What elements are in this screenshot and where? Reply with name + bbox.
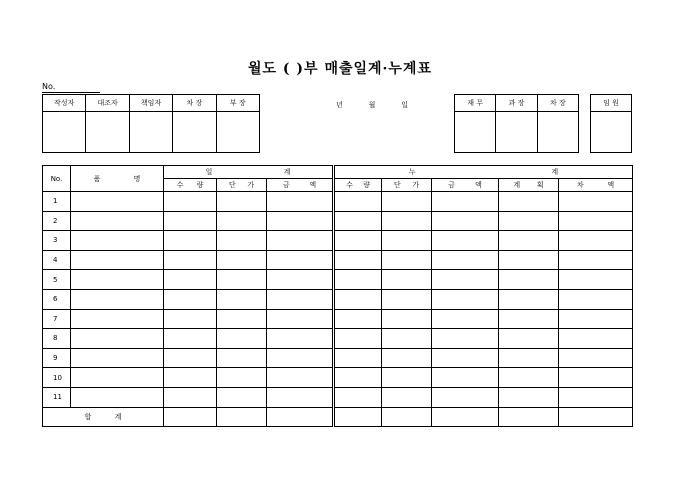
data-cell[interactable] <box>267 348 334 368</box>
total-cell[interactable] <box>432 407 499 427</box>
data-cell[interactable] <box>164 329 217 349</box>
data-cell[interactable] <box>432 192 499 212</box>
data-cell[interactable] <box>217 270 267 290</box>
total-cell[interactable] <box>559 407 633 427</box>
data-cell[interactable] <box>334 348 382 368</box>
table-row <box>43 289 633 309</box>
data-cell[interactable] <box>382 270 432 290</box>
data-cell[interactable] <box>267 368 334 388</box>
data-cell[interactable] <box>432 348 499 368</box>
data-cell[interactable] <box>559 250 633 270</box>
sign-box[interactable] <box>129 112 172 153</box>
data-cell[interactable] <box>559 348 633 368</box>
data-cell[interactable] <box>217 211 267 231</box>
data-cell[interactable] <box>432 368 499 388</box>
amount-cumulative-header: 금 액 <box>432 179 499 192</box>
data-cell[interactable] <box>71 250 164 270</box>
row-number: 6 <box>43 289 71 309</box>
data-cell[interactable] <box>217 348 267 368</box>
data-cell[interactable] <box>559 270 633 290</box>
data-cell[interactable] <box>382 250 432 270</box>
data-cell[interactable] <box>267 387 334 407</box>
data-cell[interactable] <box>334 329 382 349</box>
data-cell[interactable] <box>382 211 432 231</box>
data-cell[interactable] <box>71 231 164 251</box>
row-number: 2 <box>43 211 71 231</box>
sign-box[interactable] <box>537 112 578 153</box>
plan-header: 계 획 <box>499 179 559 192</box>
total-cell[interactable] <box>217 407 267 427</box>
total-cell[interactable] <box>164 407 217 427</box>
row-number: 9 <box>43 348 71 368</box>
data-cell[interactable] <box>267 329 334 349</box>
data-cell[interactable] <box>71 309 164 329</box>
data-cell[interactable] <box>499 211 559 231</box>
data-cell[interactable] <box>267 309 334 329</box>
data-cell[interactable] <box>432 309 499 329</box>
table-row <box>43 309 633 329</box>
data-cell[interactable] <box>432 387 499 407</box>
total-cell[interactable] <box>267 407 334 427</box>
item-header: 품 명 <box>71 166 164 192</box>
data-cell[interactable] <box>432 270 499 290</box>
table-row <box>43 231 633 251</box>
sign-box[interactable] <box>496 112 537 153</box>
data-cell[interactable] <box>267 270 334 290</box>
row-number: 3 <box>43 231 71 251</box>
data-cell[interactable] <box>71 387 164 407</box>
data-cell[interactable] <box>217 192 267 212</box>
approver-executive: 임 원 <box>591 95 632 112</box>
data-cell[interactable] <box>334 211 382 231</box>
row-number: 8 <box>43 329 71 349</box>
data-cell[interactable] <box>559 289 633 309</box>
data-cell[interactable] <box>71 211 164 231</box>
data-cell[interactable] <box>164 250 217 270</box>
data-cell[interactable] <box>164 368 217 388</box>
total-cell[interactable] <box>334 407 382 427</box>
data-cell[interactable] <box>267 231 334 251</box>
sign-box[interactable] <box>43 112 86 153</box>
data-cell[interactable] <box>164 211 217 231</box>
row-number: 4 <box>43 250 71 270</box>
data-cell[interactable] <box>432 289 499 309</box>
data-cell[interactable] <box>71 329 164 349</box>
approver-section-chief: 과 장 <box>496 95 537 112</box>
approver-finance: 재 무 <box>455 95 496 112</box>
sign-box[interactable] <box>173 112 216 153</box>
data-cell[interactable] <box>499 368 559 388</box>
data-cell[interactable] <box>71 348 164 368</box>
date-field <box>336 100 408 110</box>
data-cell[interactable] <box>334 289 382 309</box>
form-title: 월도 ( )부 매출일계·누계표 <box>248 61 432 77</box>
data-cell[interactable] <box>382 231 432 251</box>
data-cell[interactable] <box>164 270 217 290</box>
data-cell[interactable] <box>71 289 164 309</box>
data-cell[interactable] <box>334 270 382 290</box>
row-number: 11 <box>43 387 71 407</box>
sign-box[interactable] <box>455 112 496 153</box>
approval-table-right <box>454 94 579 153</box>
data-cell[interactable] <box>217 231 267 251</box>
data-cell[interactable] <box>499 192 559 212</box>
difference-header: 차 액 <box>559 179 633 192</box>
data-cell[interactable] <box>267 250 334 270</box>
approver-head: 부 장 <box>216 95 259 112</box>
data-cell[interactable] <box>559 211 633 231</box>
data-cell[interactable] <box>499 329 559 349</box>
data-cell[interactable] <box>334 387 382 407</box>
data-cell[interactable] <box>499 250 559 270</box>
cumulative-total-header: 누 계 <box>334 166 633 179</box>
data-cell[interactable] <box>559 309 633 329</box>
price-cumulative-header: 단 가 <box>382 179 432 192</box>
approver-manager: 책임자 <box>129 95 172 112</box>
data-cell[interactable] <box>217 387 267 407</box>
table-row <box>43 368 633 388</box>
data-cell[interactable] <box>432 250 499 270</box>
data-cell[interactable] <box>71 270 164 290</box>
data-cell[interactable] <box>267 289 334 309</box>
table-row <box>43 270 633 290</box>
data-cell[interactable] <box>559 329 633 349</box>
row-number: 1 <box>43 192 71 212</box>
data-cell[interactable] <box>164 289 217 309</box>
data-cell[interactable] <box>499 289 559 309</box>
no-header: No. <box>43 166 71 192</box>
form-number-label: No. <box>42 82 100 93</box>
sign-box[interactable] <box>591 112 632 153</box>
data-cell[interactable] <box>382 329 432 349</box>
row-number: 10 <box>43 368 71 388</box>
data-cell[interactable] <box>382 289 432 309</box>
approval-table-executive <box>590 94 632 153</box>
data-cell[interactable] <box>559 387 633 407</box>
data-cell[interactable] <box>559 192 633 212</box>
data-cell[interactable] <box>499 309 559 329</box>
data-cell[interactable] <box>334 250 382 270</box>
approver-checker: 대조자 <box>86 95 129 112</box>
date-year-label: 년 <box>336 101 343 109</box>
data-cell[interactable] <box>559 231 633 251</box>
data-cell[interactable] <box>499 387 559 407</box>
daily-total-header: 일 계 <box>164 166 334 179</box>
data-cell[interactable] <box>334 368 382 388</box>
row-number: 7 <box>43 309 71 329</box>
data-cell[interactable] <box>382 309 432 329</box>
sales-table <box>42 165 633 427</box>
sign-box[interactable] <box>216 112 259 153</box>
qty-header: 수 량 <box>164 179 217 192</box>
approver-deputy-right: 차 장 <box>537 95 578 112</box>
data-cell[interactable] <box>382 348 432 368</box>
date-day-label: 일 <box>401 101 408 109</box>
table-row <box>43 250 633 270</box>
data-cell[interactable] <box>382 368 432 388</box>
data-cell[interactable] <box>432 211 499 231</box>
data-cell[interactable] <box>71 368 164 388</box>
data-cell[interactable] <box>334 309 382 329</box>
data-cell[interactable] <box>267 192 334 212</box>
price-header: 단 가 <box>217 179 267 192</box>
data-cell[interactable] <box>559 368 633 388</box>
data-cell[interactable] <box>334 192 382 212</box>
data-cell[interactable] <box>217 250 267 270</box>
table-row <box>43 329 633 349</box>
table-row <box>43 192 633 212</box>
table-row <box>43 348 633 368</box>
amount-header: 금 액 <box>267 179 334 192</box>
approver-deputy: 차 장 <box>173 95 216 112</box>
data-cell[interactable] <box>334 231 382 251</box>
data-cell[interactable] <box>499 231 559 251</box>
data-cell[interactable] <box>382 387 432 407</box>
data-cell[interactable] <box>217 309 267 329</box>
table-row <box>43 211 633 231</box>
data-cell[interactable] <box>71 192 164 212</box>
data-cell[interactable] <box>164 309 217 329</box>
approver-writer: 작성자 <box>43 95 86 112</box>
data-cell[interactable] <box>217 289 267 309</box>
row-number: 5 <box>43 270 71 290</box>
data-cell[interactable] <box>164 192 217 212</box>
data-cell[interactable] <box>382 192 432 212</box>
date-month-label: 월 <box>368 101 376 109</box>
table-row <box>43 387 633 407</box>
total-cell[interactable] <box>382 407 432 427</box>
data-cell[interactable] <box>432 231 499 251</box>
data-cell[interactable] <box>217 329 267 349</box>
total-label: 합 계 <box>43 407 164 427</box>
data-cell[interactable] <box>164 387 217 407</box>
data-cell[interactable] <box>267 211 334 231</box>
data-cell[interactable] <box>164 231 217 251</box>
data-cell[interactable] <box>432 329 499 349</box>
total-cell[interactable] <box>499 407 559 427</box>
qty-cumulative-header: 수 량 <box>334 179 382 192</box>
sign-box[interactable] <box>86 112 129 153</box>
data-cell[interactable] <box>164 348 217 368</box>
data-cell[interactable] <box>499 270 559 290</box>
approval-table-left <box>42 94 260 153</box>
data-cell[interactable] <box>217 368 267 388</box>
data-cell[interactable] <box>499 348 559 368</box>
